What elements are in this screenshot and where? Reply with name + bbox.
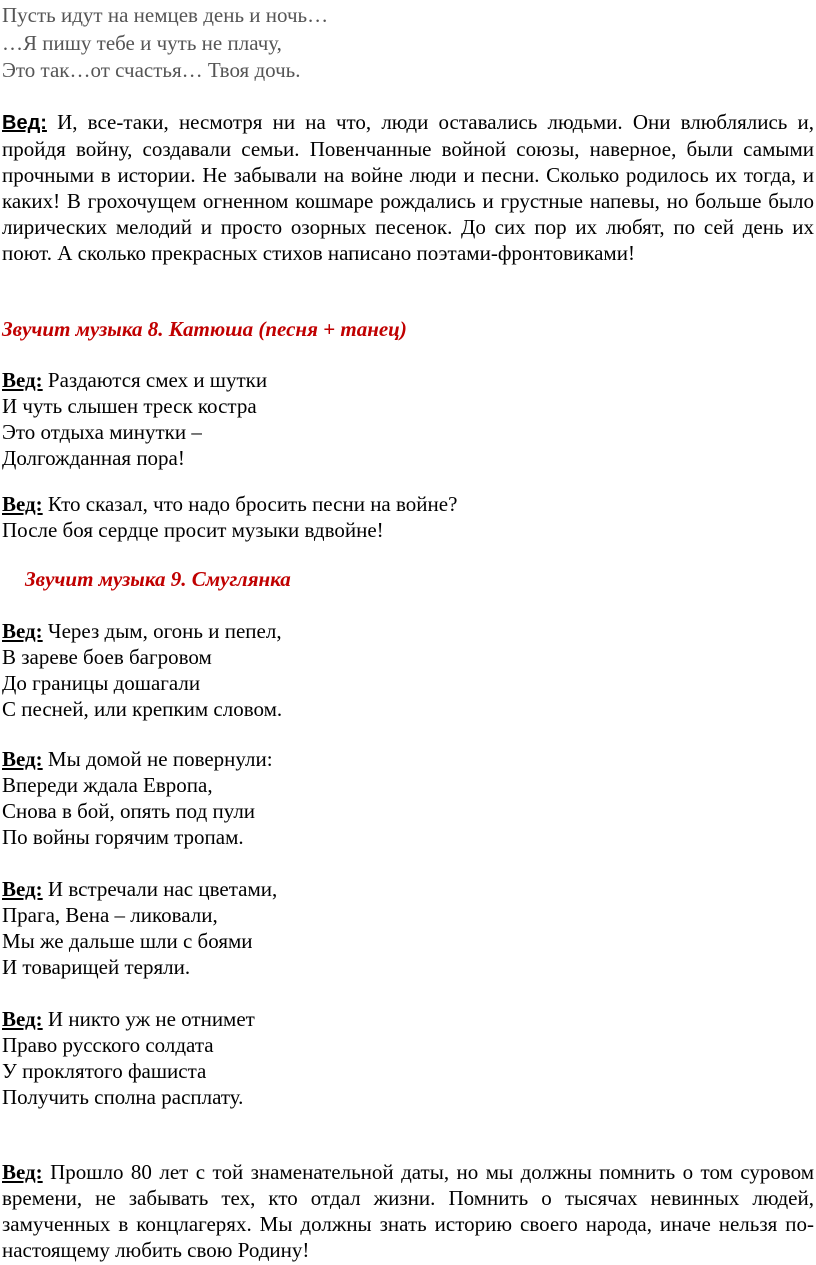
stanza-4-line-1 bbox=[2, 746, 273, 772]
narrator-paragraph-final bbox=[2, 1159, 814, 1263]
stanza-1-line-4: Долгожданная пора! bbox=[2, 446, 185, 470]
speaker-label: Вед: bbox=[2, 112, 47, 134]
stanza-6-line-3: У проклятого фашиста bbox=[2, 1059, 207, 1083]
music-cue-8: Звучит музыка 8. Катюша (песня + танец) bbox=[2, 317, 407, 341]
stanza-1-line-3: Это отдыха минутки – bbox=[2, 420, 202, 444]
stanza-3-line-4: С песней, или крепким словом. bbox=[2, 697, 283, 721]
verse-text: Раздаются смех и шутки bbox=[42, 368, 268, 392]
narrator-paragraph-1 bbox=[2, 109, 814, 266]
paragraph-text: Прошло 80 лет с той знаменательной даты, но мы должны помнить о том суровом времени, не забывать тех, кто отдал жизни. Помнить о тысячах невинных людей, замученных в концлагерях. Мы должны знать историю своего народа, иначе нельзя по-настоящему любить свою Родину! bbox=[2, 1160, 814, 1262]
speaker-label: Вед: bbox=[2, 1160, 43, 1184]
stanza-1-line-1 bbox=[2, 367, 267, 393]
music-cue-9: Звучит музыка 9. Смуглянка bbox=[25, 567, 291, 591]
verse-text: И встречали нас цветами, bbox=[42, 877, 278, 901]
stanza-5-line-3: Мы же дальше шли с боями bbox=[2, 929, 253, 953]
verse-text: И никто уж не отнимет bbox=[42, 1007, 255, 1031]
verse-text: Через дым, огонь и пепел, bbox=[42, 619, 282, 643]
letter-line-2: …Я пишу тебе и чуть не плачу, bbox=[2, 31, 282, 55]
verse-text: Мы домой не повернули: bbox=[42, 747, 273, 771]
stanza-5-line-2: Прага, Вена – ликовали, bbox=[2, 903, 218, 927]
stanza-4-line-2: Впереди ждала Европа, bbox=[2, 773, 213, 797]
speaker-label: Вед: bbox=[2, 492, 43, 516]
speaker-label: Вед: bbox=[2, 877, 43, 901]
stanza-6-line-4: Получить сполна расплату. bbox=[2, 1085, 244, 1109]
speaker-label: Вед: bbox=[2, 1007, 43, 1031]
stanza-5-line-1 bbox=[2, 876, 277, 902]
stanza-4-line-4: По войны горячим тропам. bbox=[2, 825, 244, 849]
stanza-6-line-1 bbox=[2, 1006, 255, 1032]
speaker-label: Вед: bbox=[2, 619, 43, 643]
letter-line-3: Это так…от счастья… Твоя дочь. bbox=[2, 58, 301, 82]
stanza-6-line-2: Право русского солдата bbox=[2, 1033, 214, 1057]
stanza-3-line-1 bbox=[2, 618, 282, 644]
speaker-label: Вед: bbox=[2, 368, 43, 392]
stanza-4-line-3: Снова в бой, опять под пули bbox=[2, 799, 256, 823]
letter-line-1: Пусть идут на немцев день и ночь… bbox=[2, 3, 329, 27]
paragraph-text: И, все-таки, несмотря ни на что, люди оставались людьми. Они влюблялись и, пройдя войну, создавали семьи. Повенчанные войной союзы, наверное, были самыми прочными в истории. Не забывали на войне люди и песни. Сколько родилось их тогда, и каких! В грохочущем огненном кошмаре рождались и грустные напевы, но больше было лирических мелодий и просто озорных песенок. До сих пор их любят, по сей день их поют. А сколько прекрасных стихов написано поэтами-фронтовиками! bbox=[2, 110, 814, 265]
verse-text: Кто сказал, что надо бросить песни на войне? bbox=[42, 492, 458, 516]
stanza-3-line-2: В зареве боев багровом bbox=[2, 645, 212, 669]
speaker-label: Вед: bbox=[2, 747, 43, 771]
stanza-5-line-4: И товарищей теряли. bbox=[2, 955, 191, 979]
stanza-2-line-1 bbox=[2, 491, 457, 517]
stanza-3-line-3: До границы дошагали bbox=[2, 671, 201, 695]
stanza-2-line-2: После боя сердце просит музыки вдвойне! bbox=[2, 518, 384, 542]
stanza-1-line-2: И чуть слышен треск костра bbox=[2, 394, 257, 418]
